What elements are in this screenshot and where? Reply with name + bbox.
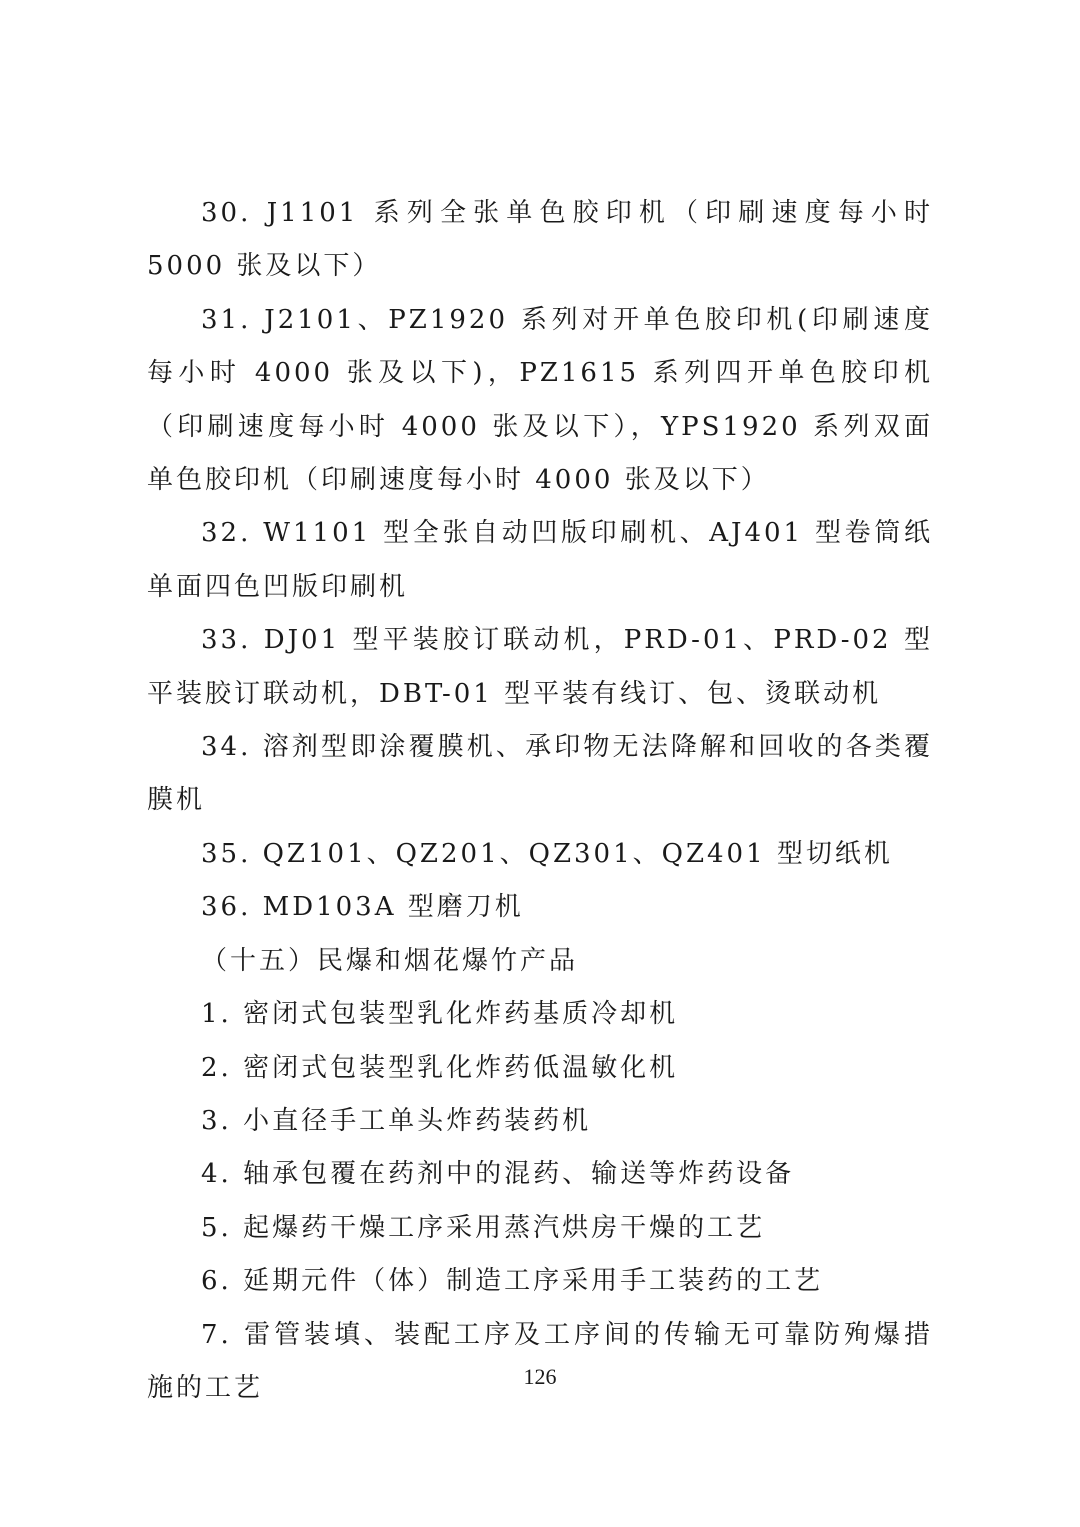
item-32-paragraph: 32. W1101 型全张自动凹版印刷机、AJ401 型卷筒纸单面四色凹版印刷机 — [147, 518, 933, 602]
item-31-paragraph: 31. J2101、PZ1920 系列对开单色胶印机(印刷速度每小时 4000 张及以下)，PZ1615 系列四开单色胶印机（印刷速度每小时 4000 张及以下），YPS1920 系列双面单色胶印机（印刷速度每小时 4000 张及以下） — [147, 304, 933, 496]
section-15-item-3: 3. 小直径手工单头炸药装药机 — [201, 1105, 592, 1136]
section-15-item-5: 5. 起爆药干燥工序采用蒸汽烘房干燥的工艺 — [201, 1212, 766, 1243]
section-15-item-4: 4. 轴承包覆在药剂中的混药、输送等炸药设备 — [201, 1159, 795, 1190]
section-15-item-6: 6. 延期元件（体）制造工序采用手工装药的工艺 — [201, 1266, 824, 1297]
item-33-paragraph: 33. DJ01 型平装胶订联动机，PRD-01、PRD-02 型平装胶订联动机，DBT-01 型平装有线订、包、烫联动机 — [147, 625, 933, 709]
item-34-paragraph: 34. 溶剂型即涂覆膜机、承印物无法降解和回收的各类覆膜机 — [147, 732, 933, 816]
section-15-item-2: 2. 密闭式包装型乳化炸药低温敏化机 — [201, 1052, 679, 1083]
section-heading-15: （十五）民爆和烟花爆竹产品 — [201, 945, 579, 976]
item-30-paragraph: 30. J1101 系列全张单色胶印机（印刷速度每小时 5000 张及以下） — [147, 198, 933, 282]
body-text — [147, 187, 933, 1415]
page-number: 126 — [523, 1364, 557, 1389]
section-15-item-1: 1. 密闭式包装型乳化炸药基质冷却机 — [201, 999, 679, 1030]
item-35-paragraph: 35. QZ101、QZ201、QZ301、QZ401 型切纸机 — [201, 838, 893, 869]
section-15-item-7: 7. 雷管装填、装配工序及工序间的传输无可靠防殉爆措施的工艺 — [147, 1319, 933, 1403]
item-36-paragraph: 36. MD103A 型磨刀机 — [201, 892, 524, 923]
